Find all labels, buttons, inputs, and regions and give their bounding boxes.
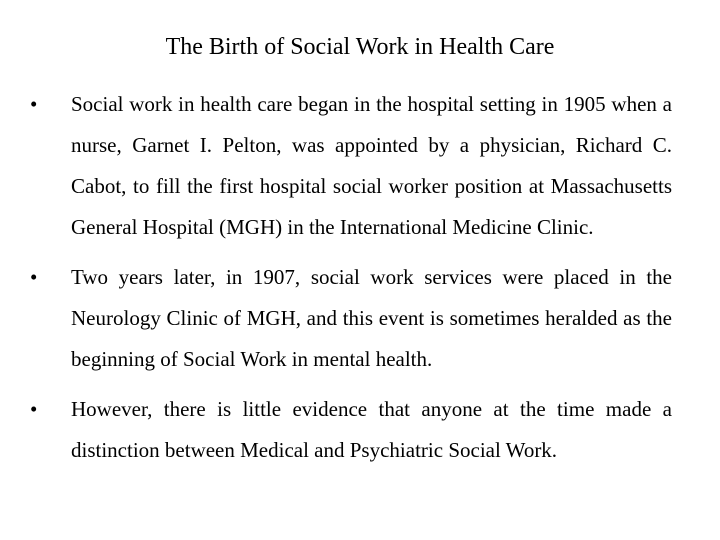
bullet-text: However, there is little evidence that anyone at the time made a distinction between Medical and Psychiatric Social Work. [71,397,672,462]
bullet-text: Two years later, in 1907, social work services were placed in the Neurology Clinic of MGH, and this event is sometimes heralded as the beginning of Social Work in mental health. [71,265,672,371]
bullet-item [30,389,672,471]
bullet-item [30,257,672,380]
bullet-icon: • [30,397,38,421]
bullet-icon: • [30,265,38,289]
bullet-text: Social work in health care began in the hospital setting in 1905 when a nurse, Garnet I. Pelton, was appointed by a physician, Richard C. Cabot, to fill the first hospital social worker position at Massachusetts General Hospital (MGH) in the International Medicine Clinic. [71,92,672,239]
slide-title: The Birth of Social Work in Health Care [165,34,555,60]
bullet-item [30,84,672,248]
bullet-list [30,84,672,471]
bullet-icon: • [30,92,38,116]
